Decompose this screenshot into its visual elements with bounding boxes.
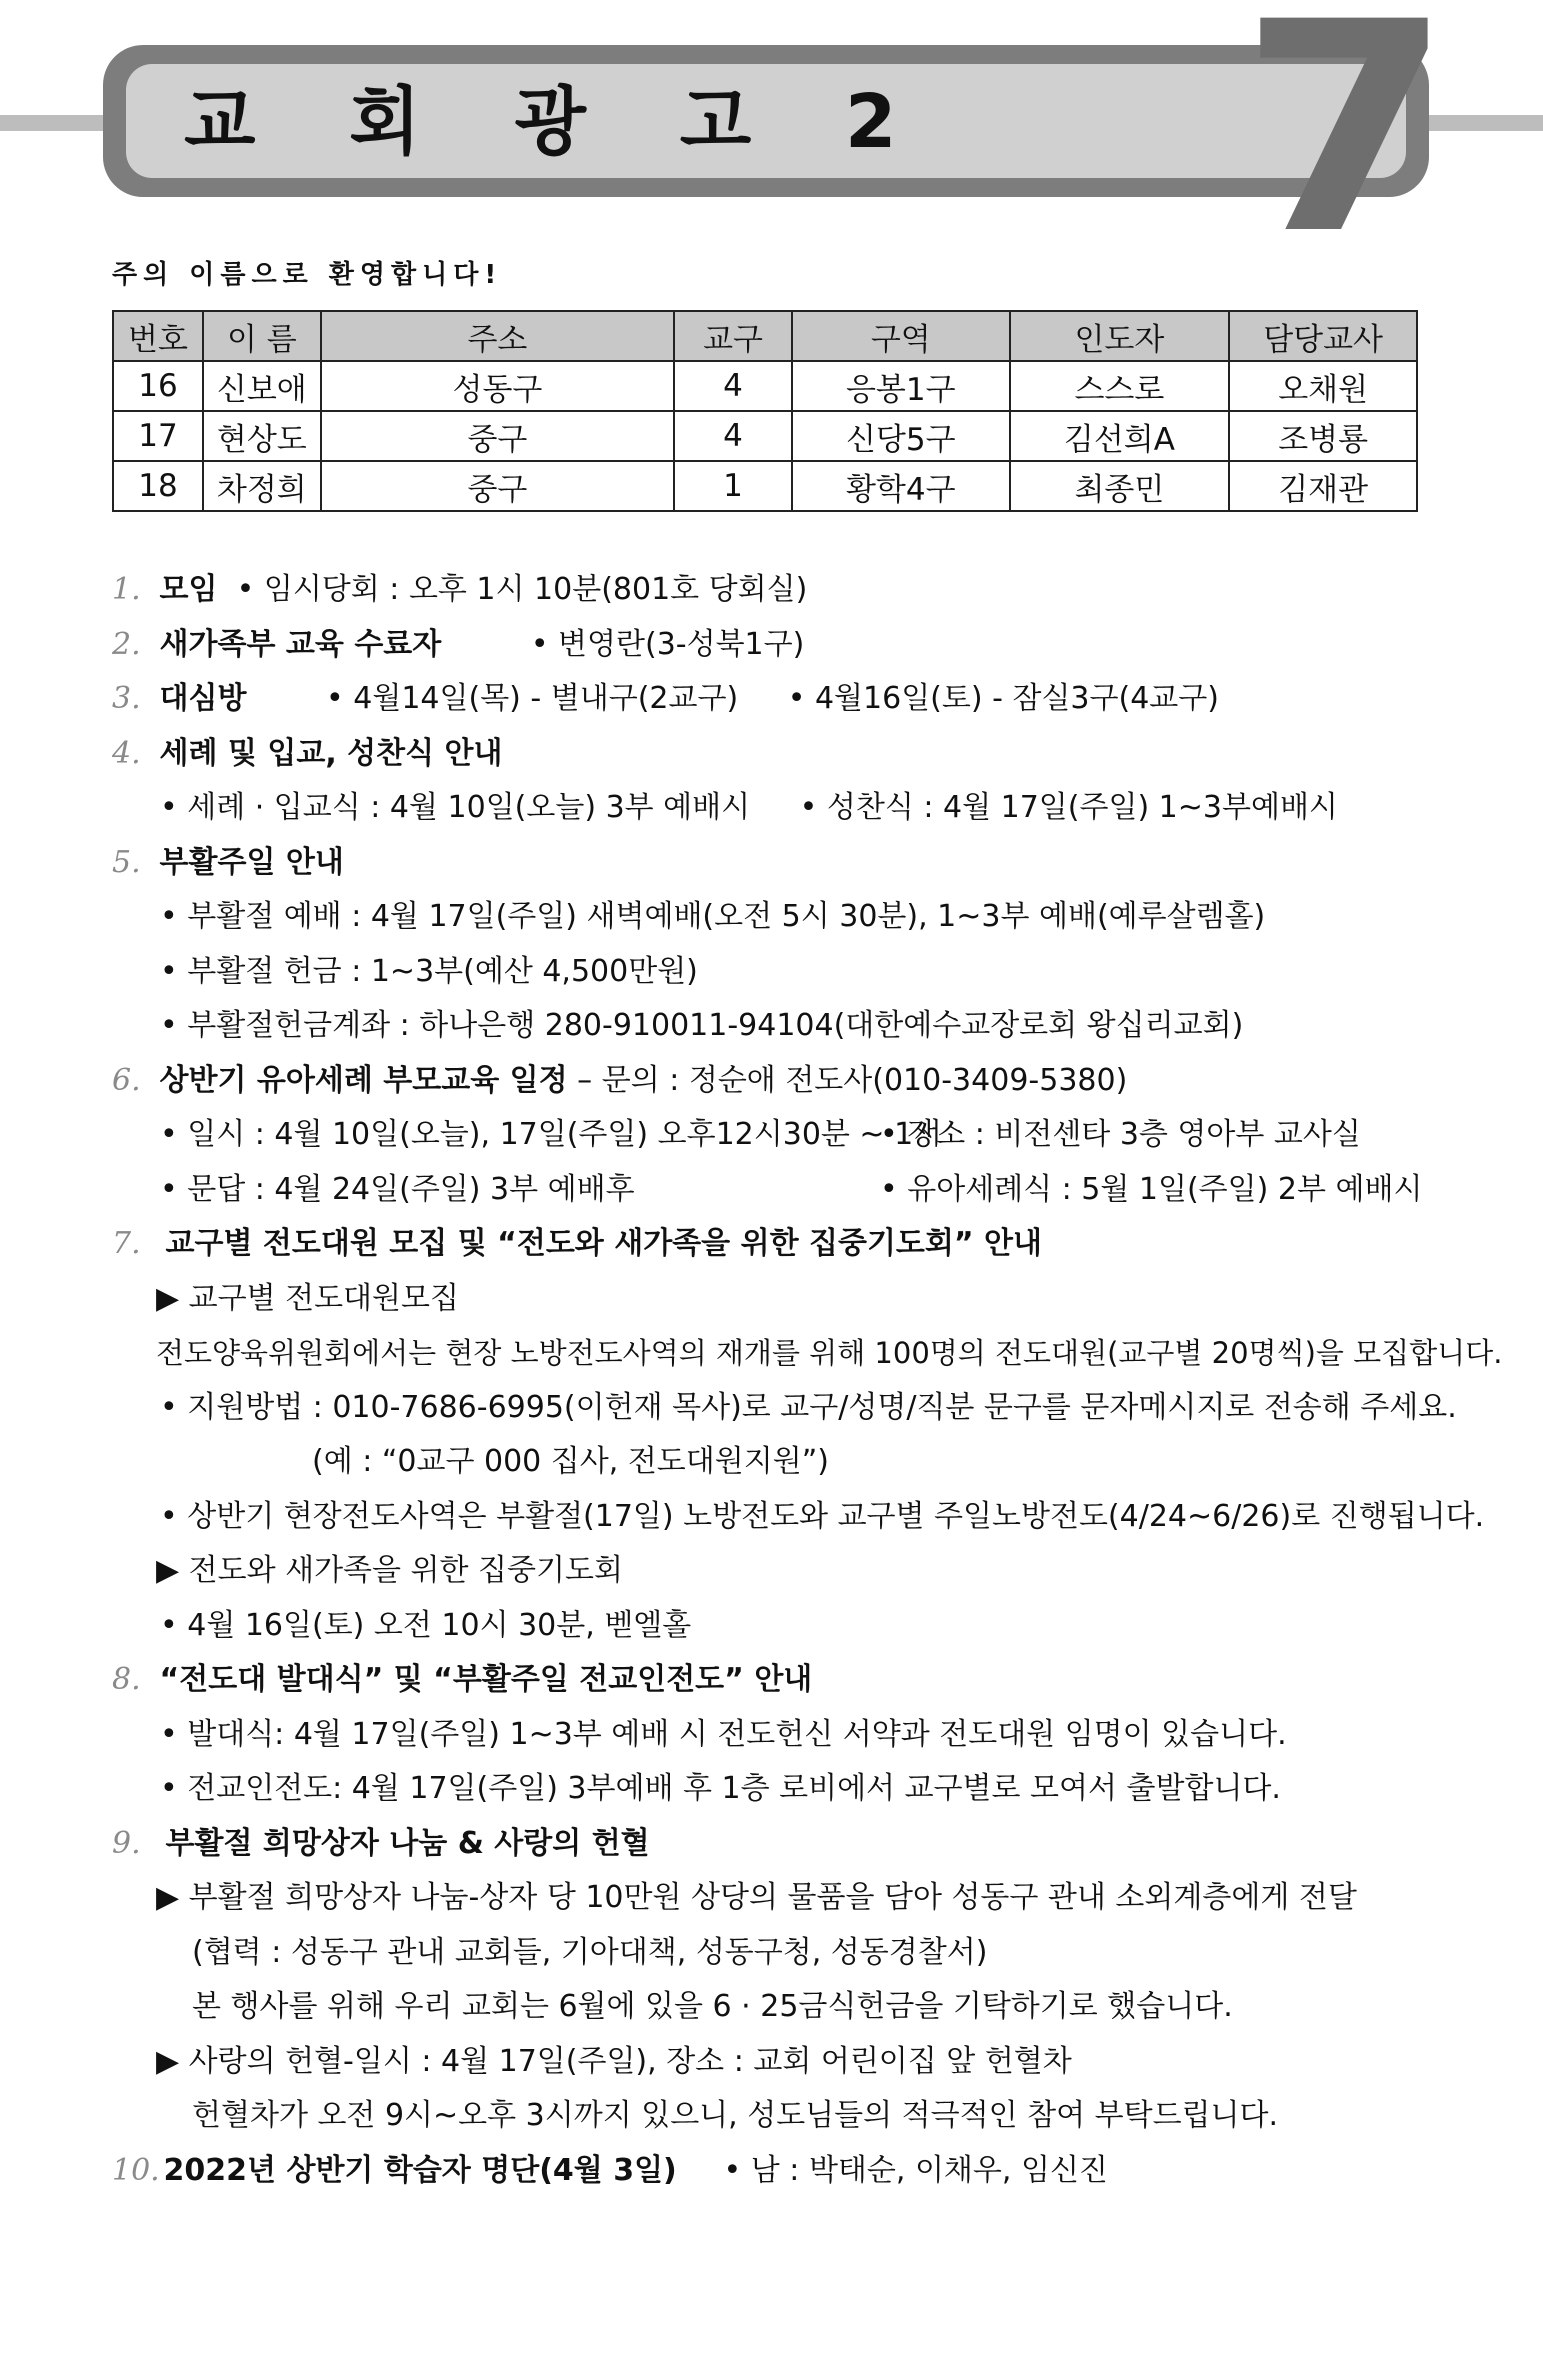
table-cell: 김선희A <box>1010 411 1230 461</box>
item-text: 전도양육위원회에서는 현장 노방전도사역의 재개를 위해 100명의 전도대원(교구별 20명씩)을 모집합니다. <box>156 1336 1503 1370</box>
item-text: • 발대식: 4월 17일(주일) 1~3부 예배 시 전도헌신 서약과 전도대원 임명이 있습니다. <box>160 1716 1287 1752</box>
page-title: 교 회 광 고 2 <box>184 79 931 165</box>
item-contact: – 문의 : 정순애 전도사(010-3409-5380) <box>577 1062 1128 1098</box>
table-cell: 최종민 <box>1010 461 1230 511</box>
table-cell: 중구 <box>321 411 674 461</box>
item-text: ▶ 부활절 희망상자 나눔-상자 당 10만원 상당의 물품을 담아 성동구 관내 소외계층에게 전달 <box>156 1880 1357 1915</box>
item-title: 2022년 상반기 학습자 명단(4월 3일) <box>163 2152 677 2188</box>
item-text: • 성찬식 : 4월 17일(주일) 1~3부예배시 <box>799 790 1338 825</box>
item-text: • 상반기 현장전도사역은 부활절(17일) 노방전도와 교구별 주일노방전도(4/24~6/26)로 진행됩니다. <box>160 1498 1485 1534</box>
item-text: • 4월 16일(토) 오전 10시 30분, 벧엘홀 <box>160 1607 692 1643</box>
item-text: ▶ 교구별 전도대원모집 <box>156 1280 459 1316</box>
item-6-detail <box>112 1163 1442 1218</box>
table-cell: 4 <box>674 361 792 411</box>
item-text: • 4월14일(목) - 별내구(2교구) <box>326 681 739 716</box>
item-title: 세례 및 입교, 성찬식 안내 <box>159 735 503 771</box>
item-number: 3. <box>112 681 141 716</box>
item-4-detail <box>112 781 1442 836</box>
table-cell: 오채원 <box>1229 361 1417 411</box>
item-text: 헌혈차가 오전 9시~오후 3시까지 있으니, 성도님들의 적극적인 참여 부탁드립니다. <box>192 2098 1279 2133</box>
table-cell: 김재관 <box>1229 461 1417 511</box>
item-text: • 임시당회 : 오후 1시 10분(801호 당회실) <box>236 572 808 607</box>
item-title: 새가족부 교육 수료자 <box>159 626 442 662</box>
item-number: 7. <box>112 1226 141 1261</box>
item-text: • 문답 : 4월 24일(주일) 3부 예배후 <box>160 1171 635 1207</box>
column-header: 교구 <box>674 311 792 361</box>
item-text: • 전교인전도: 4월 17일(주일) 3부예배 후 1층 로비에서 교구별로 모여서 출발합니다. <box>160 1771 1281 1806</box>
item-title: 부활절 희망상자 나눔 & 사랑의 헌혈 <box>165 1825 650 1861</box>
item-text: • 남 : 박태순, 이채우, 임신진 <box>723 2152 1108 2188</box>
table-row <box>113 411 1417 461</box>
table-cell: 성동구 <box>321 361 674 411</box>
item-text: • 세례 · 입교식 : 4월 10일(오늘) 3부 예배시 <box>160 790 751 825</box>
announcements <box>112 563 1503 2198</box>
item-4 <box>112 727 1442 782</box>
column-header: 이 름 <box>203 311 321 361</box>
table-cell: 응봉1구 <box>792 361 1010 411</box>
table-cell: 중구 <box>321 461 674 511</box>
page-number: 7 <box>1239 0 1452 298</box>
item-text: (예 : “0교구 000 집사, 전도대원지원”) <box>312 1444 829 1479</box>
item-number: 5. <box>112 844 141 880</box>
table-cell: 18 <box>113 461 203 511</box>
table-cell: 현상도 <box>203 411 321 461</box>
item-5 <box>112 836 1442 891</box>
item-text: • 일시 : 4월 10일(오늘), 17일(주일) 오후12시30분 ~ 1시 <box>160 1117 943 1152</box>
table-cell: 1 <box>674 461 792 511</box>
table-cell: 차정희 <box>203 461 321 511</box>
item-text: • 부활절 예배 : 4월 17일(주일) 새벽예배(오전 5시 30분), 1~3부 예배(예루살렘홀) <box>160 899 1266 934</box>
table-row <box>113 361 1417 411</box>
item-number: 9. <box>112 1825 141 1861</box>
item-number: 1. <box>112 572 141 607</box>
table-cell: 17 <box>113 411 203 461</box>
item-7 <box>112 1217 1442 1272</box>
item-text: • 변영란(3-성북1구) <box>530 626 805 662</box>
item-title: 모임 <box>159 572 218 607</box>
column-header: 번호 <box>113 311 203 361</box>
item-text: 본 행사를 위해 우리 교회는 6월에 있을 6 · 25금식헌금을 기탁하기로 했습니다. <box>192 1989 1233 2024</box>
item-text: • 유아세례식 : 5월 1일(주일) 2부 예배시 <box>880 1171 1423 1207</box>
table-cell: 16 <box>113 361 203 411</box>
item-title: 교구별 전도대원 모집 및 “전도와 새가족을 위한 집중기도회” 안내 <box>165 1226 1043 1261</box>
item-text: • 부활절헌금계좌 : 하나은행 280-910011-94104(대한예수교장로회 왕십리교회) <box>160 1008 1244 1043</box>
item-number: 8. <box>112 1662 141 1697</box>
item-3 <box>112 672 1442 727</box>
item-1 <box>112 563 1442 618</box>
table-cell: 신당5구 <box>792 411 1010 461</box>
welcome-text: 주의 이름으로 환영합니다! <box>112 260 503 290</box>
item-text: • 부활절 헌금 : 1~3부(예산 4,500만원) <box>160 953 698 989</box>
item-6-detail <box>112 1108 1442 1163</box>
table-cell: 스스로 <box>1010 361 1230 411</box>
item-title: 대심방 <box>159 681 247 716</box>
item-9 <box>112 1817 1442 1872</box>
item-text: ▶ 사랑의 헌혈-일시 : 4월 17일(주일), 장소 : 교회 어린이집 앞 헌혈차 <box>156 2043 1072 2079</box>
table-cell: 조병룡 <box>1229 411 1417 461</box>
item-text: • 지원방법 : 010-7686-6995(이헌재 목사)로 교구/성명/직분 문구를 문자메시지로 전송해 주세요. <box>160 1389 1457 1425</box>
column-header: 구역 <box>792 311 1010 361</box>
table-cell: 신보애 <box>203 361 321 411</box>
item-number: 4. <box>112 735 141 771</box>
column-header: 담당교사 <box>1229 311 1417 361</box>
item-title: “전도대 발대식” 및 “부활주일 전교인전도” 안내 <box>159 1662 813 1697</box>
item-title: 상반기 유아세례 부모교육 일정 <box>159 1062 568 1098</box>
newcomers-table <box>112 310 1418 512</box>
item-number: 6. <box>112 1062 141 1098</box>
table-header-row <box>113 311 1417 361</box>
item-text: • 4월16일(토) - 잠실3구(4교구) <box>787 681 1219 716</box>
item-10 <box>112 2144 1442 2199</box>
header-rule-left <box>0 115 110 131</box>
item-text: • 장소 : 비전센타 3층 영아부 교사실 <box>880 1117 1361 1152</box>
item-8 <box>112 1653 1442 1708</box>
item-6 <box>112 1054 1442 1109</box>
table-row <box>113 461 1417 511</box>
item-number: 2. <box>112 626 141 662</box>
item-text: ▶ 전도와 새가족을 위한 집중기도회 <box>156 1553 623 1588</box>
item-2 <box>112 618 1442 673</box>
column-header: 인도자 <box>1010 311 1230 361</box>
item-number: 10. <box>112 2152 160 2188</box>
item-title: 부활주일 안내 <box>159 844 344 880</box>
column-header: 주소 <box>321 311 674 361</box>
table-cell: 황학4구 <box>792 461 1010 511</box>
table-cell: 4 <box>674 411 792 461</box>
item-text: (협력 : 성동구 관내 교회들, 기아대책, 성동구청, 성동경찰서) <box>192 1934 988 1970</box>
